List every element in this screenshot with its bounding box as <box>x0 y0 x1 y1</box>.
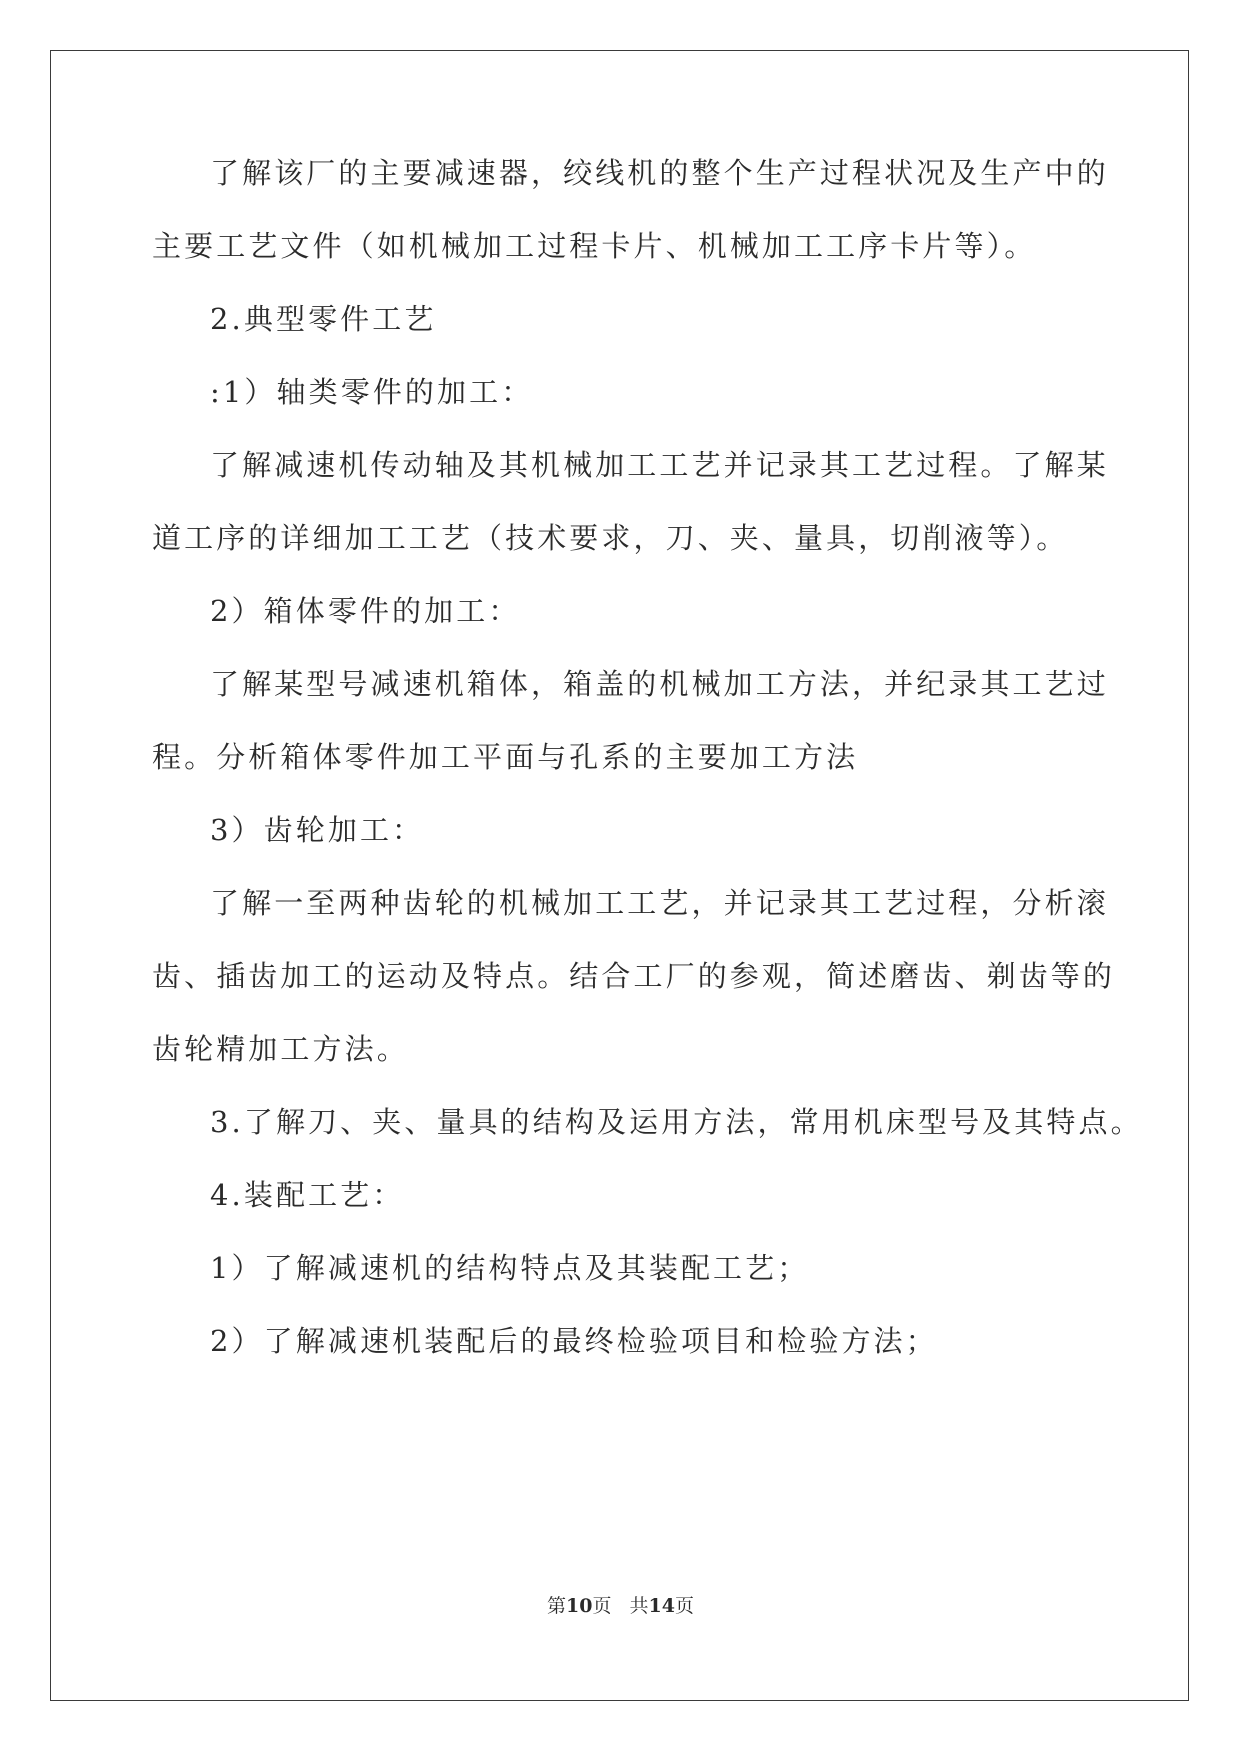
paragraph-line: 主要工艺文件（如机械加工过程卡片、机械加工工序卡片等）。 <box>152 229 1037 263</box>
page-footer <box>0 1593 1241 1619</box>
section-heading: 3.了解刀、夹、量具的结构及运用方法，常用机床型号及其特点。 <box>210 1105 1143 1139</box>
list-item: 1）了解减速机的结构特点及其装配工艺； <box>210 1251 810 1285</box>
section-heading: 4.装配工艺： <box>210 1178 405 1212</box>
page-prefix: 第 <box>547 1595 567 1617</box>
page-border <box>50 50 1189 1701</box>
subsection-heading: 2）箱体零件的加工： <box>210 594 521 628</box>
subsection-heading: 3）齿轮加工： <box>210 813 425 847</box>
paragraph-line: 了解某型号减速机箱体，箱盖的机械加工方法，并纪录其工艺过 <box>210 667 1109 701</box>
list-item: 2）了解减速机装配后的最终检验项目和检验方法； <box>210 1324 938 1358</box>
total-page-number: 14 <box>648 1595 675 1617</box>
total-prefix: 共 <box>629 1595 649 1617</box>
paragraph-line: 道工序的详细加工工艺（技术要求，刀、夹、量具，切削液等）。 <box>152 521 1069 555</box>
subsection-heading: :1）轴类零件的加工： <box>210 375 534 409</box>
paragraph-line: 了解一至两种齿轮的机械加工工艺，并记录其工艺过程，分析滚 <box>210 886 1109 920</box>
total-suffix: 页 <box>674 1595 694 1617</box>
paragraph-line: 齿、插齿加工的运动及特点。结合工厂的参观，简述磨齿、剃齿等的 <box>152 959 1116 993</box>
paragraph-line: 了解该厂的主要减速器，绞线机的整个生产过程状况及生产中的 <box>210 156 1109 190</box>
paragraph-line: 了解减速机传动轴及其机械加工工艺并记录其工艺过程。了解某 <box>210 448 1109 482</box>
section-heading: 2.典型零件工艺 <box>210 302 437 336</box>
current-page-number: 10 <box>566 1595 593 1617</box>
paragraph-line: 齿轮精加工方法。 <box>152 1032 409 1066</box>
page-suffix: 页 <box>592 1595 612 1617</box>
paragraph-line: 程。分析箱体零件加工平面与孔系的主要加工方法 <box>152 740 859 774</box>
